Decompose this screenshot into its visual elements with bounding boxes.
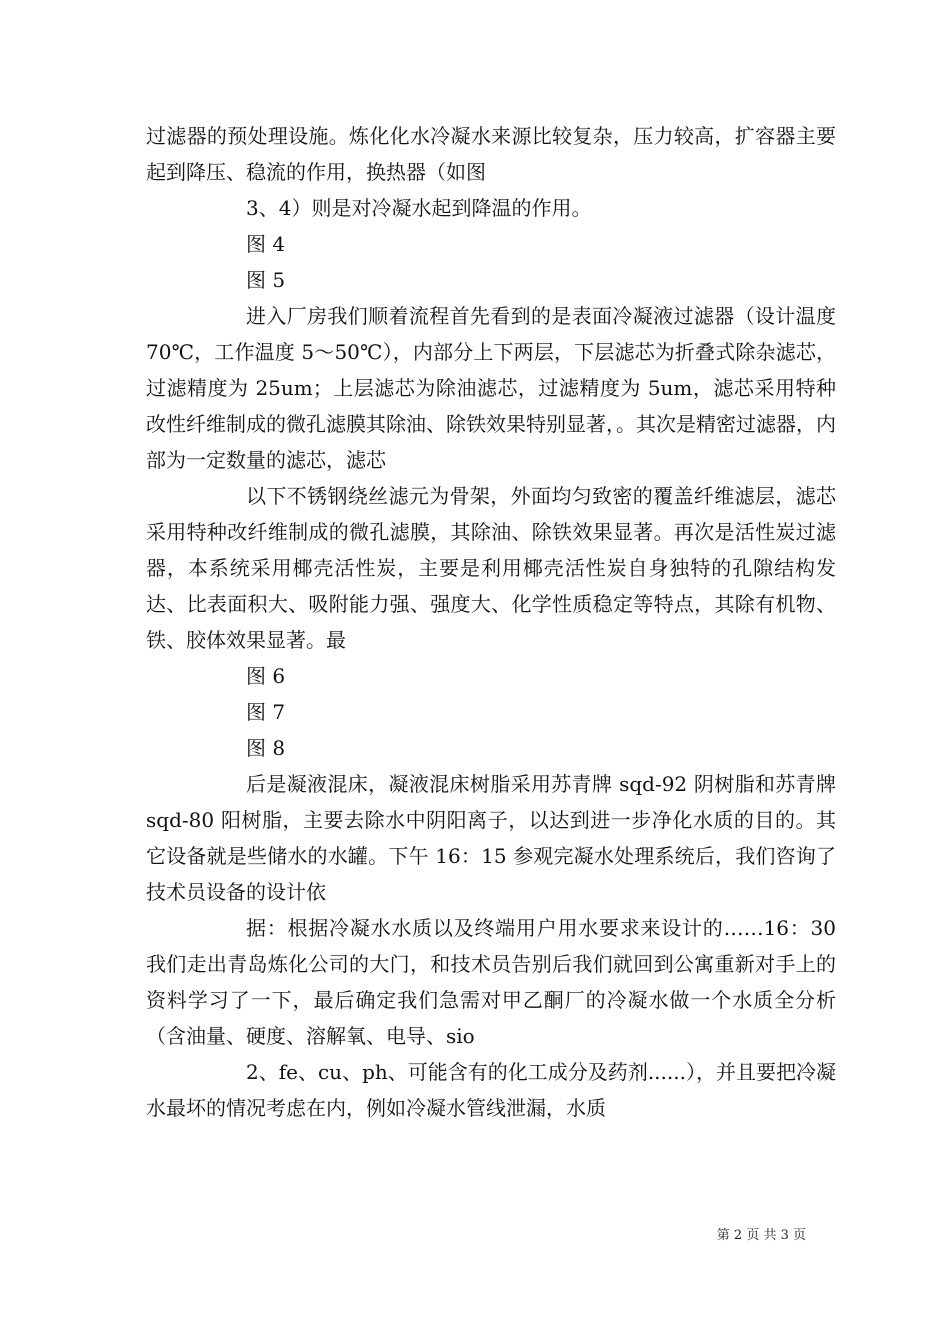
document-body	[146, 118, 836, 1126]
paragraph: 3、4）则是对冷凝水起到降温的作用。	[246, 196, 592, 220]
paragraph: 进入厂房我们顺着流程首先看到的是表面冷凝液过滤器（设计温度 70℃，工作温度 5～50℃），内部分上下两层，下层滤芯为折叠式除杂滤芯，过滤精度为 25um；上层滤芯为除油滤芯，过滤精度为 5um，滤芯采用特种改性纤维制成的微孔滤膜其除油、除铁效果特别显著，。其次是精密过滤器，内部为一定数量的滤芯，滤芯	[146, 304, 836, 472]
page-number-footer: 第 2 页 共 3 页	[716, 1228, 806, 1243]
paragraph: 过滤器的预处理设施。炼化化水冷凝水来源比较复杂，压力较高，扩容器主要起到降压、稳流的作用，换热器（如图	[146, 124, 836, 184]
figure-caption: 图 7	[246, 700, 286, 724]
figure-caption: 图 4	[246, 232, 286, 256]
figure-caption: 图 8	[246, 736, 286, 760]
paragraph: 以下不锈钢绕丝滤元为骨架，外面均匀致密的覆盖纤维滤层，滤芯采用特种改纤维制成的微孔滤膜，其除油、除铁效果显著。再次是活性炭过滤器，本系统采用椰壳活性炭，主要是利用椰壳活性炭自身独特的孔隙结构发达、比表面积大、吸附能力强、强度大、化学性质稳定等特点，其除有机物、铁、胶体效果显著。最	[146, 484, 836, 652]
paragraph: 据：根据冷凝水水质以及终端用户用水要求来设计的……16：30 我们走出青岛炼化公司的大门，和技术员告别后我们就回到公寓重新对手上的资料学习了一下，最后确定我们急需对甲乙酮厂的冷凝水做一个水质全分析（含油量、硬度、溶解氧、电导、sio	[146, 916, 836, 1048]
figure-caption: 图 5	[246, 268, 286, 292]
paragraph: 2、fe、cu、ph、可能含有的化工成分及药剂......），并且要把冷凝水最坏的情况考虑在内，例如冷凝水管线泄漏，水质	[146, 1060, 836, 1120]
figure-caption: 图 6	[246, 664, 286, 688]
paragraph: 后是凝液混床，凝液混床树脂采用苏青牌 sqd-92 阴树脂和苏青牌 sqd-80 阳树脂，主要去除水中阴阳离子，以达到进一步净化水质的目的。其它设备就是些储水的水罐。下午 16：15 参观完凝水处理系统后，我们咨询了技术员设备的设计依	[146, 772, 836, 904]
